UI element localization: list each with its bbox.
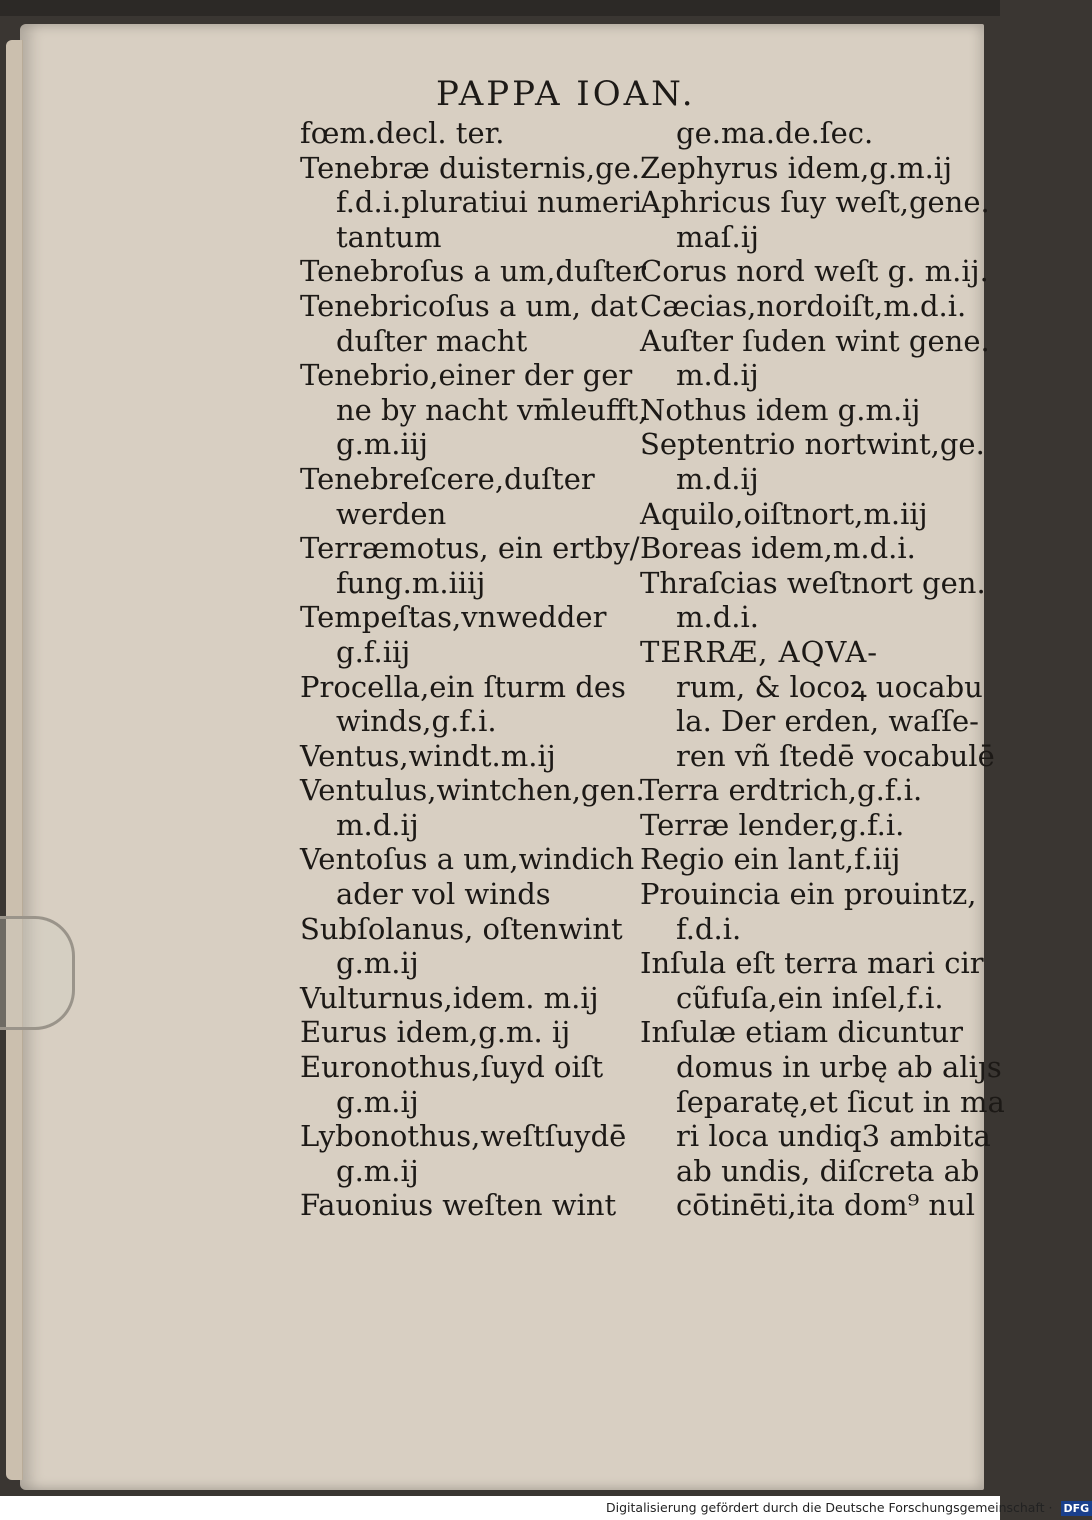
left-column [300,116,648,1223]
left-column-line: Tenebroſus a um,duſter [300,254,647,289]
left-column-line: g.m.iij [336,427,429,462]
running-header: PAPPA IOAN. [436,74,696,114]
left-column-line: fung.m.iiij [336,565,486,600]
right-column-line: Terra erdtrich,g.f.i. [640,773,923,808]
right-column-line: Inſula eſt terra mari cir [640,946,984,981]
digitization-credit [606,1500,1092,1516]
right-column-line: rum, & locoꝝ uocabu [676,669,983,704]
right-column-line: ge.ma.de.ſec. [676,116,874,150]
right-column-line: m.d.i. [676,600,759,635]
scan-border-top [0,0,1000,16]
left-column-line: Subſolanus, oſtenwint [300,911,623,946]
left-column-line: fœm.decl. ter. [300,116,505,150]
credit-separator: · [1048,1500,1053,1515]
right-column-line: Auſter ſuden wint gene. [640,323,990,358]
right-column-line: Regio ein lant,f.iij [640,842,901,877]
left-column-line: werden [336,496,447,531]
right-column-line: Septentrio nortwint,ge. [640,427,985,462]
right-column-line: ren vñ ſtedē vocabulē [676,738,995,773]
right-column-line: Aphricus ſuy weſt,gene. [640,185,990,220]
right-column-line: Corus nord weſt g. m.ij. [640,254,989,289]
right-column-line: TERRÆ, AQVA- [640,634,879,669]
page-edge [6,40,23,1480]
right-column-line: Nothus idem g.m.ij [640,392,921,427]
left-column-line: Tenebrio,einer der ger [300,358,633,393]
page-clip [0,916,75,1030]
right-column-line: Prouincia ein prouintz, [640,877,977,912]
right-column-line: ri loca undiq3 ambita [676,1119,991,1154]
left-column-line: Ventus,windt.m.ij [300,738,556,773]
left-column-line: Eurus idem,g.m. ij [300,1015,571,1050]
left-column-line: Tenebreſcere,duſter [300,461,595,496]
left-column-line: Lybonothus,weſtſuydē [300,1119,627,1154]
left-column-line: g.f.iij [336,634,411,669]
left-column-line: Procella,ein ſturm des [300,669,626,704]
right-column-line: m.d.ij [676,358,759,393]
left-column-line: m.d.ij [336,807,419,842]
right-column-line: f.d.i. [676,911,742,946]
left-column-line: ne by nacht vm̄leufft, [336,392,648,427]
left-column-line: Ventulus,wintchen,gen. [300,773,645,808]
right-column-line: Zephyrus idem,g.m.ij [640,150,953,185]
right-column-line: maſ.ij [676,219,760,254]
left-column-line: Tenebricoſus a um, dat [300,288,638,323]
right-column-line: m.d.ij [676,461,759,496]
right-column-line: Thraſcias weſtnort gen. [640,565,986,600]
left-column-line: ader vol winds [336,877,551,912]
left-column-line: Ventoſus a um,windich [300,842,635,877]
right-column-line: la. Der erden, waſſe- [676,704,979,739]
right-column-line: ſeparatę,et ſicut in ma [676,1084,1005,1119]
left-column-line: Tempeſtas,vnwedder [300,600,607,635]
right-column [640,116,1005,1223]
left-column-line: Fauonius weſten wint [300,1188,617,1223]
left-column-line: g.m.ij [336,946,419,981]
right-column-line: cōtinēti,ita dom⁹ nul [676,1188,976,1223]
left-column-line: tantum [336,219,442,254]
left-column-line: Euronothus,ſuyd oiſt [300,1050,604,1085]
right-column-line: cũfuſa,ein inſel,f.i. [676,980,944,1015]
dfg-logo: DFG [1061,1501,1092,1516]
left-column-line: Terræmotus, ein ertby/ [300,531,640,566]
left-column-line: g.m.ij [336,1084,419,1119]
right-column-line: ab undis, diſcreta ab [676,1153,980,1188]
right-column-line: Inſulæ etiam dicuntur [640,1015,964,1050]
right-column-line: Terræ lender,g.f.i. [640,807,905,842]
left-column-line: Vulturnus,idem. m.ij [300,980,599,1015]
right-column-line: Boreas idem,m.d.i. [640,531,916,566]
left-column-line: f.d.i.pluratiui numeri [336,185,643,220]
credit-text: Digitalisierung gefördert durch die Deutsche Forschungsgemeinschaft [606,1500,1045,1515]
right-column-line: Aquilo,oiſtnort,m.iij [640,496,928,531]
left-column-line: Tenebræ duisternis,ge. [300,150,641,185]
right-column-line: Cæcias,nordoiſt,m.d.i. [640,288,967,323]
left-column-line: g.m.ij [336,1153,419,1188]
left-column-line: winds,g.f.i. [336,704,497,739]
right-column-line: domus in urbę ab aliȷs [676,1050,1002,1085]
left-column-line: duſter macht [336,323,528,358]
